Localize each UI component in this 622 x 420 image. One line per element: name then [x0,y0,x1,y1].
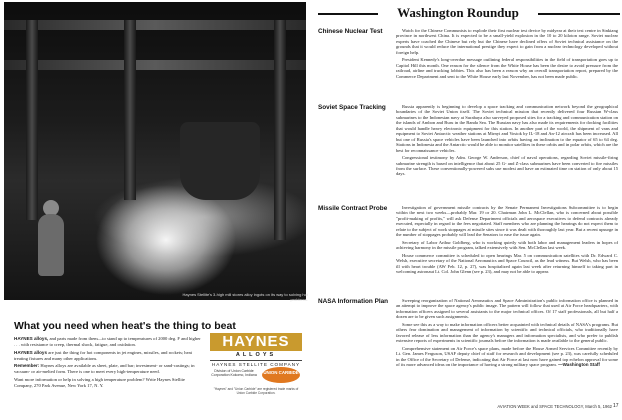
section-heading: Soviet Space Tracking [318,104,386,111]
section-body [396,104,618,179]
photo-caption: Haynes Stellite's 3-high mill stores alloy ingots on its way to solving hot problems. [182,292,308,302]
mill-column [274,20,286,240]
section-heading: NASA Information Plan [318,298,389,305]
section-paragraph: Sweeping reorganization of National Aeronautics and Space Administration's public information office is planned in an attempt to improve the space agency's public image. The pattern will follow that used at Air Force headquarters, with information officers assigned to several assistants to the major technical offices. Of 17 staff professionals, all but half a dozen are to be given such assignments. [396,298,618,320]
haynes-logo-block [210,333,302,395]
section-paragraph: Comprehensive statement on Air Force's space plans, made before the House Armed Services Committee recently by Lt. Gen. James Ferguson, USAF deputy chief of staff for research and development (see p. 23), was carefully scheduled in the Office of the Secretary of Defense, indicating that Air Force at last now have gained top echelon approval for some of its more advanced ideas on the importance of having a strong military space program. —Washington Staff [396,345,618,367]
worker-figure [38,214,64,276]
page-number: 17 [613,403,619,409]
section-body [396,28,618,81]
company-name: HAYNES STELLITE COMPANY [211,362,301,367]
staff-signature: —Washington Staff [558,361,600,367]
mill-beam [4,60,306,70]
masthead [318,4,618,20]
trademark-note: "Haynes" and "Union Carbide" are registered trade marks of Union Carbide Corporation. [213,387,299,395]
masthead-rule [318,13,380,15]
advertisement-page [0,0,308,420]
mill-column [124,20,136,200]
section-heading: Missile Contract Probe [318,205,388,212]
alloys-label: ALLOYS [235,352,277,358]
ad-paragraph: HAYNES alloys are just the thing for hot components in jet engines, missiles, and rockets; heat treating fixtures and many other applications. [14,349,192,361]
masthead-rule [536,13,620,15]
section-paragraph: Russia apparently is beginning to develop a space tracking and communication network beyond the geographical boundaries of the Soviet Union itself. The Soviet technical mission that recently delivered four Russian W-class submarines to the Indonesian navy at Surabaya also surveyed proposed sites for a tracking and communication station on the islands of Ambon and Buru in the Banda Sea. The Russian navy has also made its requirements for docking facilities that would handle heavy electronic equipment for this station. In another part of the world, the shipment of vans and equipment to Soviet Antarctic weather stations at Mirnyi and Vostok by IL-18 and An-12 aircraft has been increased. All but one of Russia's space vehicles have been launched into orbits having an inclination to the equator of 65 to 64 deg. Stations in Indonesia and the Antarctic would be able to monitor satellites in these orbits and in polar orbits, which are the best for reconnaissance vehicles. [396,104,618,153]
roundup-page [316,0,622,420]
ad-paragraph: Want more information or help in solving a high temperature problem? Write Haynes Stellite Company, 270 Park Avenue, New York 17, N. Y. [14,376,185,388]
section-paragraph: Congressional testimony by Adm. George W. Anderson, chief of naval operations, regarding Soviet missile-firing submarine strength is based on intelligence that about 25 G- and Z-class submarines have been converted to fire missiles from the surface. These conventionally-powered subs use modest and have an estimated time on station of only about 15 days. [396,155,618,177]
issue-footer: AVIATION WEEK and SPACE TECHNOLOGY, March 5, 1962 [497,404,612,409]
section-paragraph: President Kennedy's long-overdue message outlining federal responsibilities in the field of transportation goes up to Capitol Hill this month. One reason for the silence from the White House has been the desire to avoid pressure from the railroad, airline and trucking lobbies. This also has been a reason why an overall transportation report, prepared by the Commerce Department and sent to the White House early last November, has not been made public. [396,57,618,79]
ad-headline: What you need when heat's the thing to beat [14,320,236,332]
division-note: Division of Union Carbide Corporation Kokomo, Indiana [211,369,257,378]
section-paragraph: Some see this as a way to make information officers better acquainted with technical details of NASA's programs. But others fear domination and management of information by scientific and technical officials, who traditionally have favored release of less information than the agency's managers and information specialists, and who prefer to publish extensive reports of experiments in scientific journals before the information is made available to the general public. [396,321,618,344]
ad-paragraph: Remember: Haynes alloys are available as sheet, plate, and bar; investment- or sand-castings; in vacuum- or air-melted form. There is one to meet every high-temperature need. [14,363,195,374]
section-body [396,298,618,369]
mill-column [26,20,38,220]
ad-paragraph: HAYNES alloys, and parts made from them—to stand up to temperatures of 2000 deg. F and higher . . . with resistance to creep, thermal shock, fatigue, and oxidation. [14,336,201,347]
page-title: Washington Roundup [378,4,538,22]
section-paragraph: House commerce committee is scheduled to open hearings Mar. 5 on communication satellites with Dr. Edward C. Welsh, executive secretary of the National Aeronautics and Space Council, as the lead witness. But Welsh, who has been ill with heart trouble (AW Feb. 12, p. 27), was hospitalized again last week after returning himself to taking part in welcoming astronaut Lt. Col. John Glenn (see p. 23), and may not be able to appear. [396,252,618,274]
section-paragraph: Investigation of government missile contracts by the Senate Permanent Investigations Subcommittee is to begin within the next two weeks—probably Mar. 19 or 20. Chairman John L. McClellan, who is concerned about possible "profit-making of profits," will ask Defense Department officials and aerospace executives to defend contracts already executed, especially in regard to the fees negotiated. Staff members who are planning the hearings do not expect them to relate to the subject of work stoppages at missile sites since it was dealt with thoroughly last year. But a recent upsurge in the number of stoppages probably will lead the Senators to ease the issue again. [396,205,618,238]
mill-beam [4,20,306,30]
steel-mill-photo [4,2,306,300]
union-carbide-badge: UNION CARBIDE [262,367,300,383]
mill-machinery [180,122,260,200]
section-paragraph: Secretary of Labor Arthur Goldberg, who is working quietly with both labor and management leaders in hopes of achieving harmony in the missile program, talked extensively with Sen. McClellan last week. [396,239,618,251]
section-paragraph: Watch for the Chinese Communists to explode their first nuclear test device by midyear at their test centre in Sinkiang province in northwest China. It is expected to be a small-yield explosion in the 10 to 20 kiloton range. Soviet nuclear experts have coached the Chinese but rely but the Chinese have declined offers of Soviet technical assistance on the grounds that it would reduce the international prestige they expect to gain from a nuclear technology developed without foreign help. [396,28,618,55]
section-heading: Chinese Nuclear Test [318,28,383,35]
ad-body-copy [14,336,202,390]
section-body [396,205,618,276]
haynes-logo: HAYNES [210,333,302,351]
